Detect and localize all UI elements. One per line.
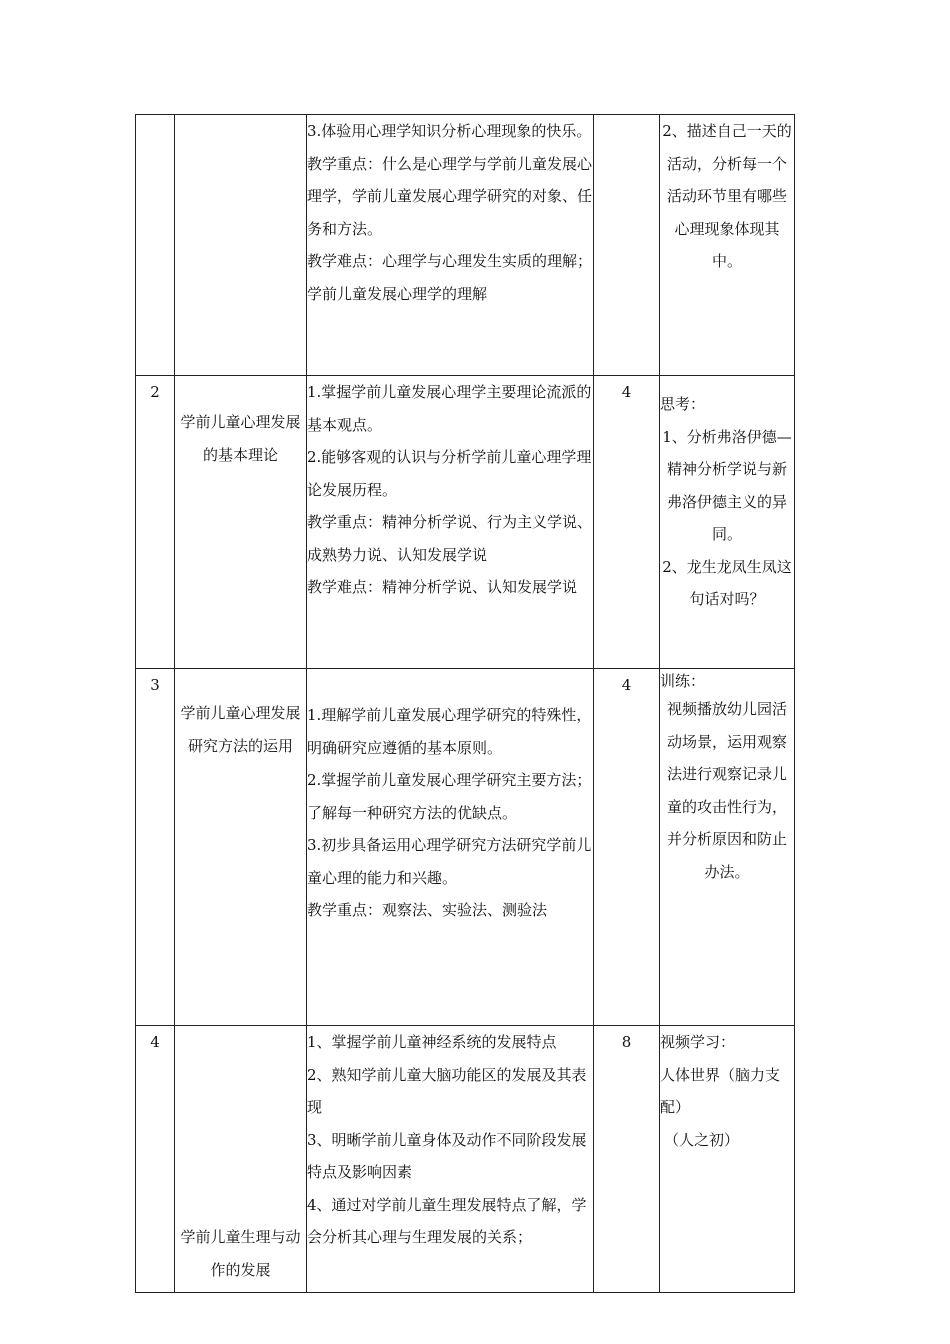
row-objectives [307,376,594,669]
activity-line: 1、分析弗洛伊德—精神分析学说与新弗洛伊德主义的异同。 [662,427,792,543]
objective-line: 2.能够客观的认识与分析学前儿童心理学理论发展历程。 [307,448,592,499]
row-activities [660,1026,795,1293]
table-row [136,1026,795,1293]
objective-line: 教学难点：心理学与心理发生实质的理解；学前儿童发展心理学的理解 [307,252,593,303]
objective-line: 2.掌握学前儿童发展心理学研究主要方法；了解每一种研究方法的优缺点。 [307,771,592,822]
objective-line: 1.掌握学前儿童发展心理学主要理论流派的基本观点。 [307,383,592,434]
activity-line: 训练： [660,672,706,690]
row-objectives [307,669,594,1026]
activity-line: 2、描述自己一天的活动，分析每一个活动环节里有哪些心理现象体现其中。 [662,122,792,270]
row-hours: 4 [594,376,660,669]
row-hours [594,115,660,376]
objective-line: 教学重点：什么是心理学与学前儿童发展心理学，学前儿童发展心理学研究的对象、任务和方法。 [307,154,593,238]
activity-line: 2、龙生龙凤生凤这句话对吗？ [662,557,792,608]
row-hours: 4 [594,669,660,1026]
row-topic: 学前儿童心理发展的基本理论 [175,376,307,669]
row-number: 2 [136,376,175,669]
objective-line: 教学重点：观察法、实验法、测验法 [307,901,548,919]
activity-line: 思考： [660,395,706,413]
table-row [136,115,795,376]
row-objectives [307,1026,594,1293]
activity-line: 视频学习： [660,1033,736,1051]
objective-line: 3.体验用心理学知识分析心理现象的快乐。 [307,122,592,140]
row-topic [175,115,307,376]
activity-line: （人之初） [664,1130,740,1149]
objective-line: 4、通过对学前儿童生理发展特点了解，学会分析其心理与生理发展的关系； [307,1195,587,1246]
row-activities [660,376,795,669]
objective-line: 3.初步具备运用心理学研究方法研究学前儿童心理的能力和兴趣。 [307,836,592,887]
table-row [136,376,795,669]
activity-line: 视频播放幼儿园活动场景，运用观察法进行观察记录儿童的攻击性行为，并分析原因和防止办法。 [666,700,787,881]
objective-line: 2、熟知学前儿童大脑功能区的发展及其表现 [307,1065,587,1116]
objective-line: 1、掌握学前儿童神经系统的发展特点 [307,1033,557,1051]
objective-line: 3、明晰学前儿童身体及动作不同阶段发展特点及影响因素 [307,1130,587,1181]
row-topic: 学前儿童生理与动作的发展 [175,1026,307,1293]
table-row [136,669,795,1026]
row-objectives [307,115,594,376]
row-number: 4 [136,1026,175,1293]
row-topic: 学前儿童心理发展研究方法的运用 [175,669,307,1026]
row-number: 3 [136,669,175,1026]
activity-line: 人体世界（脑力支配） [660,1065,781,1116]
row-activities [660,115,795,376]
objective-line: 教学重点：精神分析学说、行为主义学说、成熟势力说、认知发展学说 [307,513,593,564]
row-activities [660,669,795,1026]
objective-line: 教学难点：精神分析学说、认知发展学说 [307,578,578,596]
row-number [136,115,175,376]
objective-line: 1.理解学前儿童发展心理学研究的特殊性，明确研究应遵循的基本原则。 [307,706,592,757]
syllabus-table [135,114,795,1293]
row-hours: 8 [594,1026,660,1293]
